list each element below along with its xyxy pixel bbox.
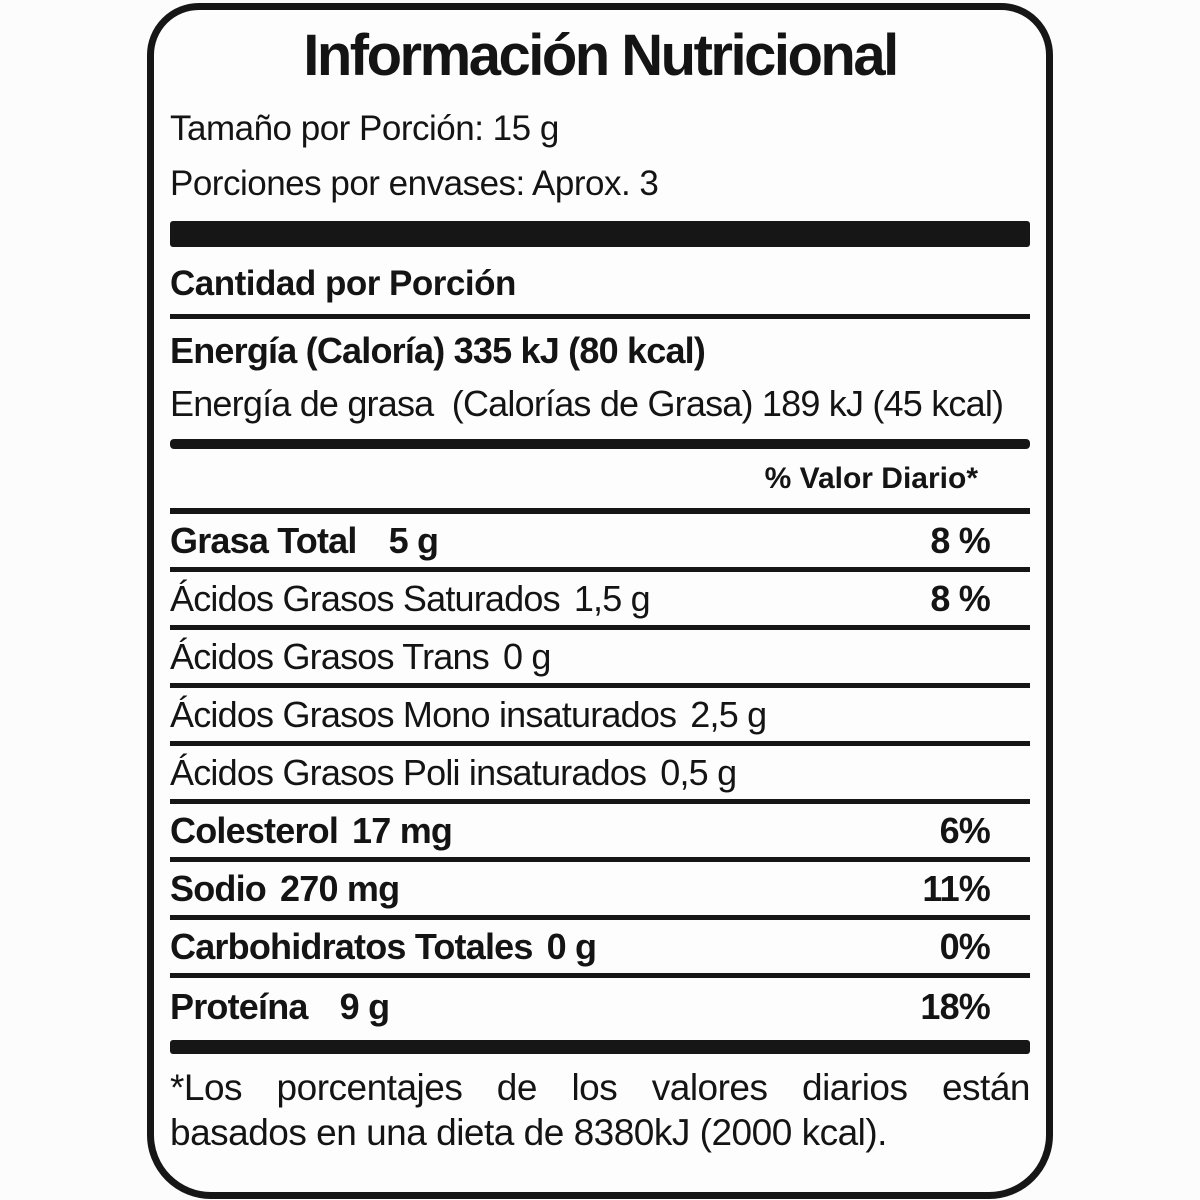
- divider-thick-bottom: [170, 1040, 1030, 1054]
- nutrient-daily-value: 8 %: [930, 519, 990, 561]
- serving-size: Tamaño por Porción: 15 g: [170, 108, 559, 148]
- nutrient-row-grasa-total: [170, 514, 1030, 572]
- nutrient-daily-value: 8 %: [930, 577, 990, 619]
- divider-thick-top: [170, 221, 1030, 247]
- nutrient-amount: 17 mg: [352, 809, 453, 851]
- nutrient-row-poliinsaturados: [170, 746, 1030, 804]
- nutrient-amount: 2,5 g: [690, 693, 767, 735]
- nutrient-name: Colesterol: [170, 809, 339, 851]
- amount-per-serving-header: Cantidad por Porción: [170, 264, 1030, 319]
- nutrient-name: Ácidos Grasos Trans: [170, 635, 489, 677]
- nutrient-name: Grasa Total: [170, 519, 357, 561]
- nutrient-amount: 9 g: [339, 986, 390, 1028]
- nutrient-amount: 0,5 g: [660, 751, 737, 793]
- nutrient-row-trans: [170, 630, 1030, 688]
- energy-row: Energía (Caloría) 335 kJ (80 kcal): [170, 330, 706, 372]
- servings-per-container: Porciones por envases: Aprox. 3: [170, 164, 659, 204]
- daily-value-header: % Valor Diario*: [170, 462, 1030, 514]
- footnote-line-1: *Los porcentajes de los valores diarios están: [170, 1067, 1030, 1109]
- nutrient-amount: 1,5 g: [573, 577, 650, 619]
- nutrient-amount: 270 mg: [280, 867, 400, 909]
- nutrient-row-sodio: [170, 862, 1030, 920]
- nutrient-row-carbohidratos: [170, 920, 1030, 978]
- divider-medium: [170, 439, 1030, 449]
- footnote-line-2: basados en una dieta de 8380kJ (2000 kcal).: [170, 1111, 887, 1153]
- nutrient-daily-value: 6%: [939, 809, 990, 851]
- nutrient-daily-value: 11%: [922, 867, 990, 909]
- energy-fat-row: Energía de grasa (Calorías de Grasa) 189 kJ (45 kcal): [170, 382, 1004, 424]
- nutrition-label: [147, 3, 1053, 1199]
- footnote: [170, 1067, 1030, 1153]
- nutrient-row-proteina: [170, 978, 1030, 1036]
- nutrient-amount: 0 g: [502, 635, 551, 677]
- label-title: Información Nutricional: [303, 23, 897, 88]
- nutrient-name: Ácidos Grasos Saturados: [170, 577, 560, 619]
- nutrient-daily-value: 18%: [920, 986, 990, 1028]
- nutrient-name: Proteína: [170, 986, 308, 1028]
- nutrient-amount: 5 g: [388, 519, 439, 561]
- nutrient-name: Ácidos Grasos Poli insaturados: [170, 751, 647, 793]
- nutrient-name: Ácidos Grasos Mono insaturados: [170, 693, 677, 735]
- nutrient-daily-value: 0%: [939, 925, 990, 967]
- nutrient-row-monoinsaturados: [170, 688, 1030, 746]
- nutrient-row-saturados: [170, 572, 1030, 630]
- nutrient-name: Carbohidratos Totales: [170, 925, 533, 967]
- nutrient-name: Sodio: [170, 867, 266, 909]
- nutrient-amount: 0 g: [546, 925, 597, 967]
- nutrient-row-colesterol: [170, 804, 1030, 862]
